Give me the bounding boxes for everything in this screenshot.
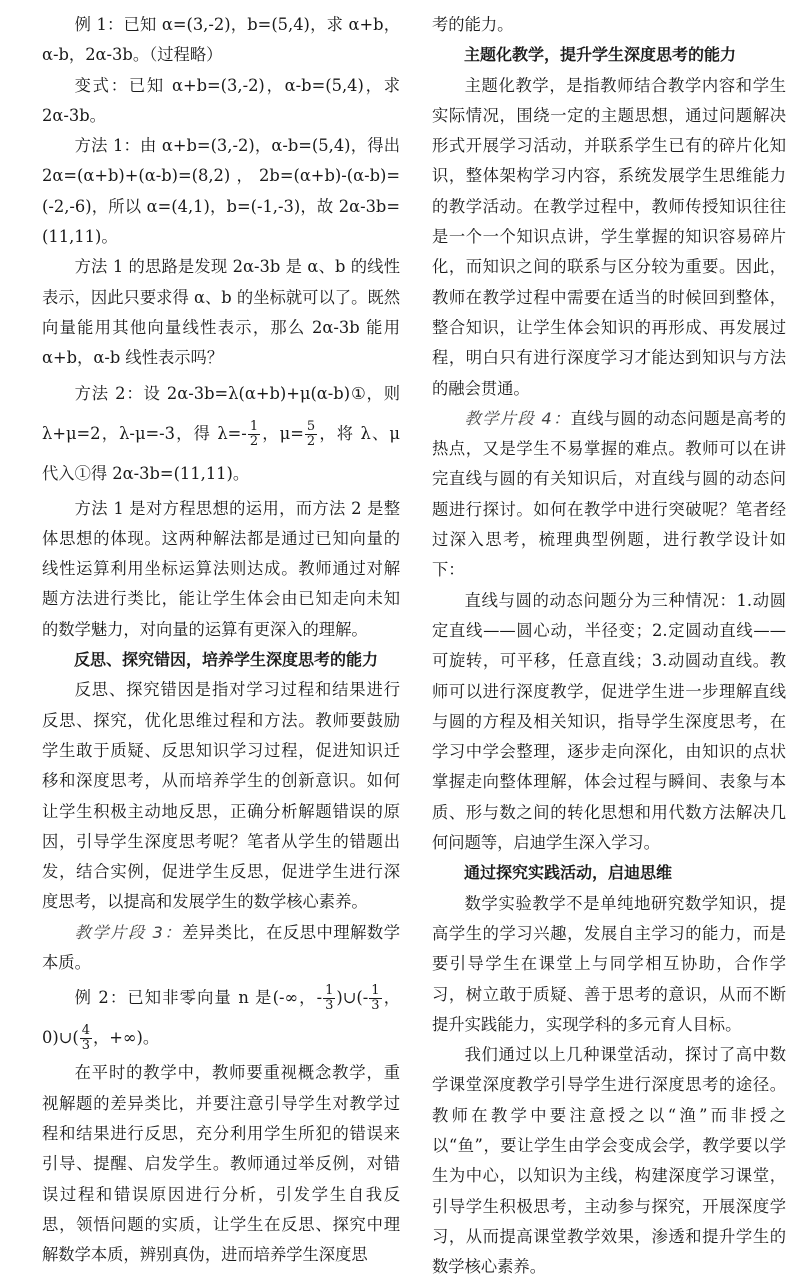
continued-text: 考的能力。	[432, 15, 514, 34]
section-heading-reflect: 反思、探究错因，培养学生深度思考的能力	[74, 650, 379, 670]
theme-paragraph: 主题化教学，是指教师结合教学内容和学生实际情况，围绕一定的主题思想，通过问题解决形式开展学习活动，并联系学生已有的碎片化知识，整体架构学习内容，系统发展学生思维能力的教学活动。在教学过程中，教师传授知识往往是一个一个知识点讲，学生掌握的知识容易碎片化，而知识之间的联系与区分较为重要。因此，教师在教学过程中需要在适当的时候回到整体，整合知识，让学生体会知识的再形成、再发展过程，明白只有进行深度学习才能达到知识与方法的融会贯通。	[432, 75, 786, 398]
section-heading-theme: 主题化教学，提升学生深度思考的能力	[464, 45, 737, 65]
variant-problem: 变式：已知 α+b=(3,-2)，α-b=(5,4)，求 2α-3b。	[42, 75, 400, 125]
practice-paragraph: 数学实验教学不是单纯地研究数学知识，提高学生的学习兴趣，发展自主学习的能力，而是要引导学生在课堂上与同学相互协助，合作学习，树立敢于质疑、善于思考的意识，从而不断提升实践能力，实现学科的多元育人目标。	[432, 893, 786, 1034]
section-heading-practice: 通过探究实践活动，启迪思维	[464, 863, 673, 883]
fraction-one-half: $\frac{1}{2}$	[249, 418, 259, 449]
method-1: 方法 1：由 α+b=(3,-2)，α-b=(5,4)，得出2α=(α+b)+(α-b)=(8,2)，2b=(α+b)-(α-b)=(-2,-6)，所以 α=(4,1)，b=(-1,-3)，故 2α-3b=(11,11)。	[42, 136, 400, 247]
fraction-one-third-b: $\frac{1}{3}$	[371, 983, 380, 1014]
left-column	[42, 10, 400, 1270]
fraction-one-third-a: $\frac{1}{3}$	[325, 983, 334, 1014]
example-2: 例 2：已知非零向量 n 是(-∞，- $\frac{1}{3}$ )∪(- $\frac{1}{3}$ ，0)∪( $\frac{4}{3}$ ，+∞)。	[42, 983, 400, 1054]
method-1-idea: 方法 1 的思路是发现 2α-3b 是 α、b 的线性表示，因此只要求得 α、b 的坐标就可以了。既然向量能用其他向量线性表示，那么 2α-3b 能用 α+b，α-b 线性表示吗？	[42, 257, 400, 368]
fraction-five-halves: $\frac{5}{2}$	[306, 418, 316, 449]
dynamic-problems-paragraph: 直线与圆的动态问题分为三种情况：1.动圆定直线——圆心动，半径变；2.定圆动直线——可旋转，可平移，任意直线；3.动圆动直线。教师可以进行深度教学，促进学生进一步理解直线与圆的方程及相关知识，指导学生深度思考，在学习中学会整理，逐步走向深化，由知识的点状掌握走向整体理解，体会过程与瞬间、表象与本质、形与数之间的转化思想和用代数方法解决几何问题等，启迪学生深入学习。	[432, 590, 786, 853]
segment-3-label: 教学片段 3：	[74, 922, 183, 942]
example-1: 例 1：已知 α=(3,-2)，b=(5,4)，求 α+b，α-b，2α-3b。（过程略）	[42, 15, 400, 65]
teaching-paragraph: 在平时的教学中，教师要重视概念教学，重视解题的差异类比，并要注意引导学生对教学过程和结果进行反思，充分利用学生所犯的错误来引导、提醒、启发学生。教师通过举反例，对错误过程和错误原因进行分析，引发学生自我反思，领悟问题的实质，让学生在反思、探究中理解数学本质，辨别真伪，进而培养学生深度思	[42, 1063, 400, 1265]
teaching-segment-3: 教学片段 3：差异类比，在反思中理解数学本质。	[42, 922, 400, 973]
reflect-paragraph: 反思、探究错因是指对学习过程和结果进行反思、探究，优化思维过程和方法。教师要鼓励学生敢于质疑、反思知识学习过程，促进知识迁移和深度思考，从而培养学生的创新意识。如何让学生积极主动地反思，正确分析解题错误的原因，引导学生深度思考呢？笔者从学生的错题出发，结合实例，促进学生反思，促进学生进行深度思考，以提高和发展学生的数学核心素养。	[42, 680, 400, 912]
fraction-four-thirds: $\frac{4}{3}$	[81, 1023, 90, 1054]
method-comparison: 方法 1 是对方程思想的运用，而方法 2 是整体思想的体现。这两种解法都是通过已知向量的线性运算利用坐标运算法则达成。教师通过对解题方法进行类比，能让学生体会由已知走向未知的数学魅力，对向量的运算有更深入的理解。	[42, 498, 400, 639]
right-column	[432, 10, 786, 1282]
teaching-segment-4: 教学片段 4：直线与圆的动态问题是高考的热点，又是学生不易掌握的难点。教师可以在讲完直线与圆的有关知识后，对直线与圆的动态问题进行探讨。如何在教学中进行突破呢？笔者经过深入思考，梳理典型例题，进行教学设计如下：	[432, 408, 786, 580]
method-2: 方法 2：设 2α-3b=λ(α+b)+μ(α-b)①，则 λ+μ=2，λ-μ=-3，得 λ=- $\frac{1}{2}$ ，μ= $\frac{5}{2}$ ，将 λ、μ 代入①得 2α-3b=(11,11)。	[42, 383, 400, 483]
conclusion-paragraph: 我们通过以上几种课堂活动，探讨了高中数学课堂深度教学引导学生进行深度思考的途径。教师在教学中要注意授之以“渔”而非授之以“鱼”，要让学生由学会变成会学，教学要以学生为中心，以知识为主线，构建深度学习课堂，引导学生积极思考，主动参与探究，开展深度学习，从而提高课堂教学效果，渗透和提升学生的数学核心素养。	[432, 1045, 786, 1277]
segment-4-label: 教学片段 4：	[464, 408, 571, 428]
